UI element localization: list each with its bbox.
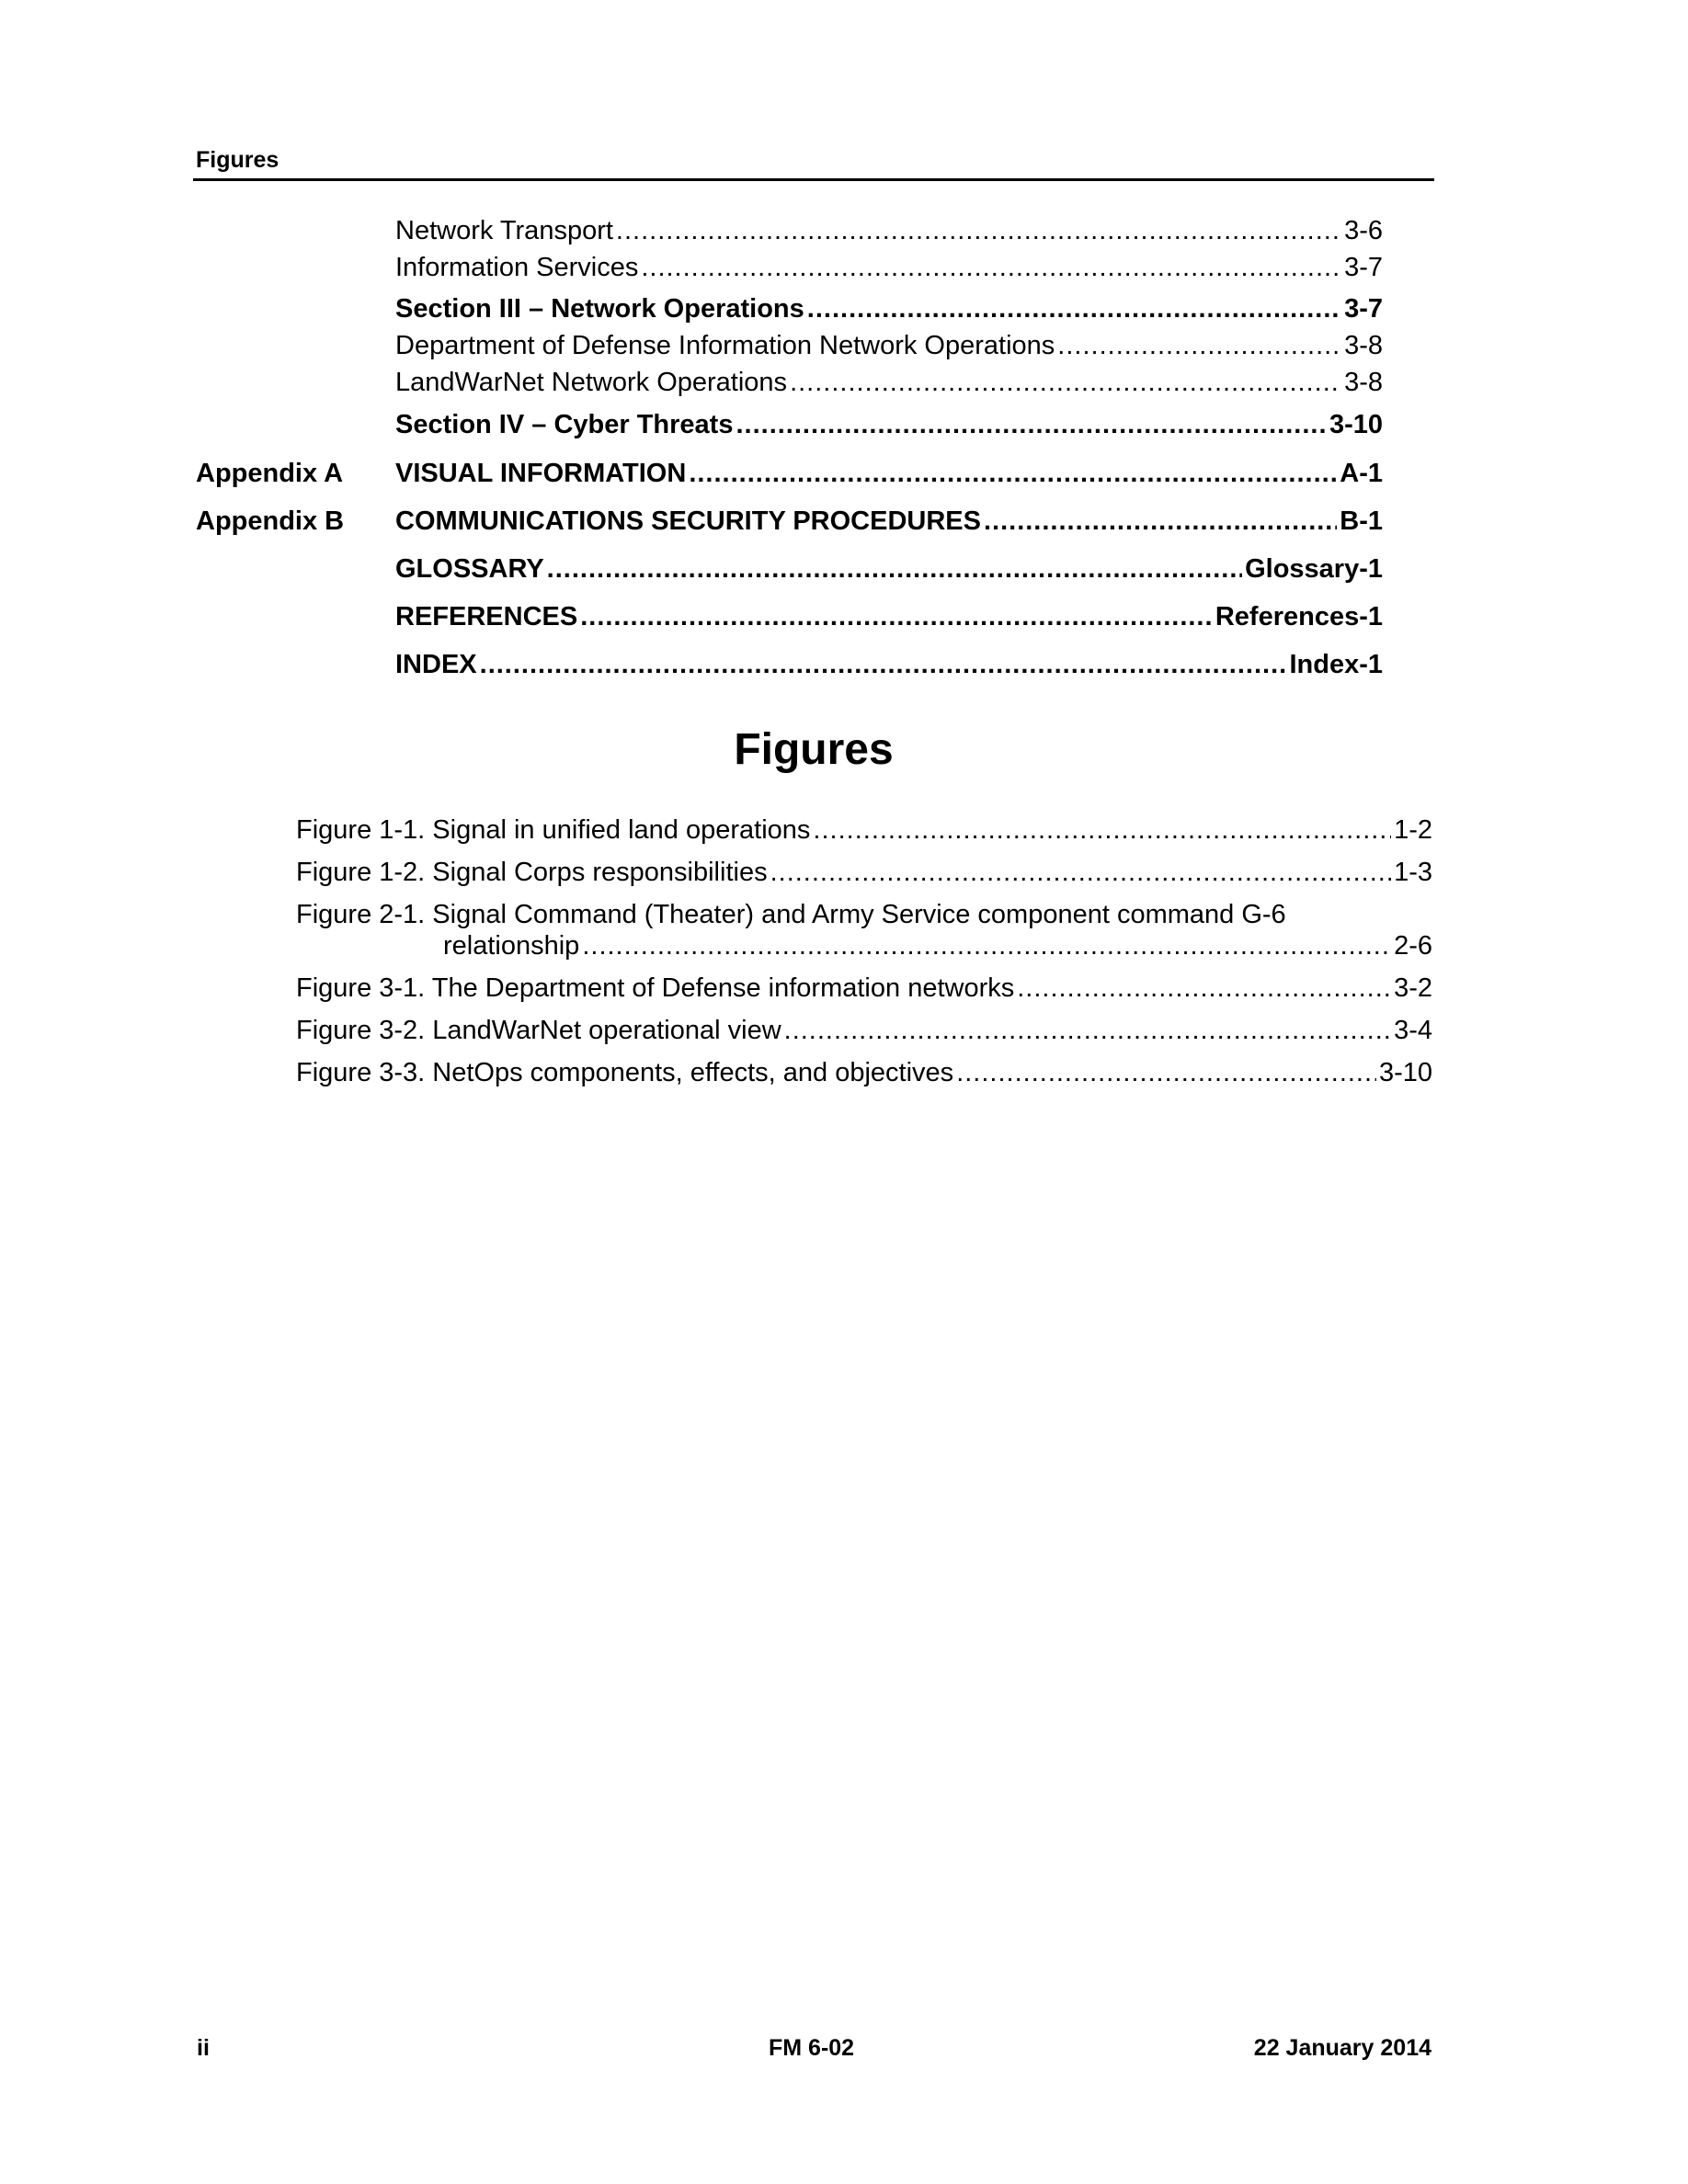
dot-leader	[790, 366, 1341, 399]
toc-entry-title: Department of Defense Information Network Operations	[395, 331, 1055, 360]
toc-entry-title: Network Transport	[395, 216, 613, 245]
toc-entry-title: Section IV – Cyber Threats	[395, 410, 734, 439]
toc-entry-page: B-1	[1340, 506, 1383, 536]
figure-entry-continuation[interactable]	[443, 929, 1432, 962]
toc-entry[interactable]	[395, 214, 1383, 247]
figure-entry[interactable]	[296, 856, 1432, 889]
appendix-label: Appendix A	[196, 459, 344, 488]
running-head: Figures	[196, 147, 279, 173]
figure-entry-page: 1-3	[1394, 858, 1432, 887]
toc-entry[interactable]	[395, 329, 1383, 362]
figure-entry[interactable]	[296, 972, 1432, 1005]
dot-leader	[582, 929, 1391, 962]
figure-entry[interactable]	[296, 1056, 1432, 1089]
figure-entry-title[interactable]: Figure 2-1. Signal Command (Theater) and Army Service component command G-6	[296, 900, 1286, 929]
toc-entry-page: 3-7	[1344, 294, 1383, 324]
figure-entry-page: 2-6	[1394, 931, 1432, 961]
toc-entry-title: Section III – Network Operations	[395, 294, 804, 324]
footer-publication: FM 6-02	[769, 2035, 855, 2061]
toc-entry-page: 3-6	[1344, 216, 1383, 245]
toc-entry-page: Glossary-1	[1245, 554, 1383, 584]
figure-entry-title: Figure 3-1. The Department of Defense information networks	[296, 973, 1015, 1003]
toc-entry-title: Information Services	[395, 253, 639, 282]
toc-entry[interactable]	[395, 251, 1383, 284]
toc-entry-title: COMMUNICATIONS SECURITY PROCEDURES	[395, 506, 981, 536]
dot-leader	[736, 408, 1326, 441]
dot-leader	[616, 214, 1341, 247]
appendix-label: Appendix B	[196, 506, 345, 536]
figure-entry-page: 3-10	[1378, 1058, 1432, 1087]
figure-entry-page: 3-4	[1394, 1016, 1432, 1045]
toc-entry-title: GLOSSARY	[395, 554, 544, 584]
figure-entry[interactable]	[296, 813, 1432, 847]
toc-section-entry[interactable]	[395, 408, 1383, 441]
toc-entry-page: 3-7	[1344, 253, 1383, 282]
toc-entry-title: VISUAL INFORMATION	[395, 459, 687, 488]
toc-entry[interactable]	[395, 366, 1383, 399]
dot-leader	[984, 505, 1337, 538]
figure-entry[interactable]	[296, 1014, 1432, 1047]
toc-appendix-entry[interactable]	[395, 457, 1383, 490]
toc-entry-page: 3-8	[1344, 368, 1383, 397]
toc-entry-page: 3-10	[1329, 410, 1383, 439]
figure-entry-page: 1-2	[1394, 815, 1432, 845]
toc-entry-title: REFERENCES	[395, 602, 578, 631]
dot-leader	[784, 1014, 1391, 1047]
toc-section-entry[interactable]	[395, 292, 1383, 325]
header-rule	[193, 178, 1434, 181]
dot-leader	[689, 457, 1337, 490]
figure-entry-title: Figure 1-2. Signal Corps responsibilities	[296, 858, 768, 887]
toc-entry-title: LandWarNet Network Operations	[395, 368, 788, 397]
toc-entry-page: A-1	[1340, 459, 1383, 488]
toc-backmatter-entry[interactable]	[395, 600, 1383, 633]
dot-leader	[547, 552, 1242, 586]
dot-leader	[807, 292, 1341, 325]
figures-heading: Figures	[734, 725, 894, 774]
figure-entry-page: 3-2	[1394, 973, 1432, 1003]
toc-entry-title: INDEX	[395, 650, 477, 679]
toc-entry-page: 3-8	[1344, 331, 1383, 360]
dot-leader	[480, 648, 1287, 681]
toc-appendix-entry[interactable]	[395, 505, 1383, 538]
figure-entry-title: Figure 1-1. Signal in unified land operations	[296, 815, 811, 845]
dot-leader	[1057, 329, 1341, 362]
toc-backmatter-entry[interactable]	[395, 648, 1383, 681]
dot-leader	[956, 1056, 1376, 1089]
figure-entry-title-continuation: relationship	[443, 931, 580, 961]
dot-leader	[580, 600, 1213, 633]
toc-entry-page: Index-1	[1289, 650, 1383, 679]
footer-page-number: ii	[197, 2035, 210, 2061]
figure-entry-title: Figure 3-3. NetOps components, effects, and objectives	[296, 1058, 954, 1087]
toc-backmatter-entry[interactable]	[395, 552, 1383, 586]
figure-entry-title: Figure 3-2. LandWarNet operational view	[296, 1016, 781, 1045]
dot-leader	[1017, 972, 1391, 1005]
dot-leader	[770, 856, 1392, 889]
dot-leader	[641, 251, 1341, 284]
toc-entry-page: References-1	[1215, 602, 1383, 631]
dot-leader	[813, 813, 1391, 847]
footer-date: 22 January 2014	[1253, 2035, 1431, 2061]
